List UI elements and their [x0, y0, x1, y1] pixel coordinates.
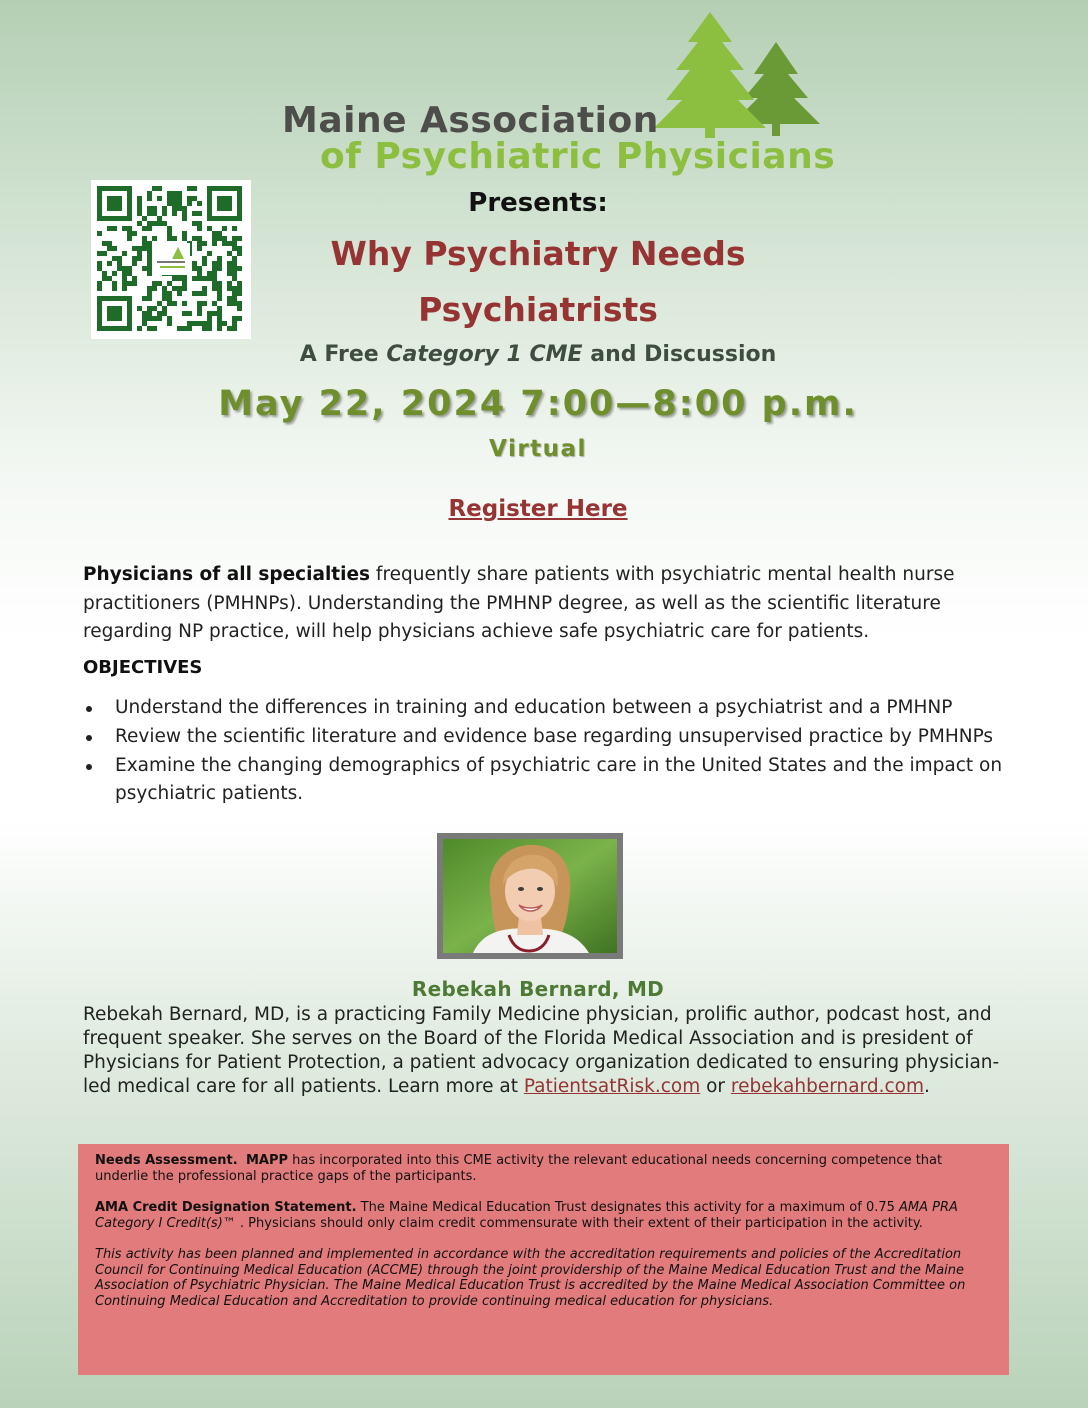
event-date: May 22, 2024 7:00—8:00 p.m. — [218, 384, 858, 424]
ama-text-1: The Maine Medical Education Trust designates this activity for a maximum of 0.75 — [356, 1200, 900, 1215]
list-item: Understand the differences in training and education between a psychiatrist and a PMHNP — [83, 694, 1023, 722]
bio-end: . — [923, 1076, 930, 1097]
ama-credit-em: AMA PRA Category I Credit(s)™ — [95, 1200, 958, 1231]
needs-mapp: MAPP — [245, 1153, 289, 1168]
objectives-heading: OBJECTIVES — [83, 657, 203, 678]
needs-text: has incorporated into this CME activity the relevant educational needs concerning competence that underlie the professional practice gaps of the participants. — [95, 1153, 943, 1184]
list-item: Review the scientific literature and evidence base regarding unsupervised practice by PMHNPs — [83, 723, 1023, 751]
presents-label: Presents: — [468, 188, 608, 218]
accreditation-box — [78, 1144, 1009, 1375]
intro-text: frequently share patients with psychiatric mental health nurse practitioners (PMHNPs). Understanding the PMHNP degree, as well as the scientific literature regarding NP practice, will help physicians achieve safe psychiatric care for patients. — [83, 564, 955, 642]
event-title-line-1: Why Psychiatry Needs — [330, 234, 746, 273]
logo-line-2: of Psychiatric Physicians — [320, 136, 836, 177]
pine-trees-icon — [648, 8, 828, 138]
list-item: Examine the changing demographics of psychiatric care in the United States and the impact on psychiatric patients. — [83, 752, 1023, 808]
rebekah-bernard-link[interactable]: rebekahbernard.com — [730, 1076, 924, 1097]
event-title-line-2: Psychiatrists — [418, 290, 658, 329]
subtitle-post: and Discussion — [582, 342, 777, 367]
accme-statement: This activity has been planned and implemented in accordance with the accreditation requirements and policies of the Accreditation Council for Continuing Medical Education (ACCME) through the joint providership of the Maine Medical Education Trust and the Maine Association of Psychiatric Physician. The Maine Medical Education Trust is accredited by the Maine Medical Association Committee on Continuing Medical Education and Accreditation to provide continuing medical education for physicians. — [95, 1247, 966, 1309]
ama-label: AMA Credit Designation Statement. — [95, 1200, 357, 1215]
ama-text-2: . Physicians should only claim credit commensurate with their extent of their participation in the activity. — [235, 1215, 923, 1231]
patients-at-risk-link[interactable]: PatientsatRisk.com — [523, 1076, 701, 1097]
register-link[interactable]: Register Here — [448, 496, 628, 522]
bio-or: or — [700, 1076, 731, 1097]
subtitle-category: Category 1 CME — [386, 342, 583, 367]
association-logo — [280, 8, 840, 183]
speaker-name: Rebekah Bernard, MD — [411, 977, 665, 1001]
subtitle-pre: A Free — [299, 342, 387, 367]
bio-text: Rebekah Bernard, MD, is a practicing Family Medicine physician, prolific author, podcast host, and frequent speaker. She serves on the Board of the Florida Medical Association and is president of Physicians for Patient Protection, a patient advocacy organization dedicated to ensuring physician-led medical care for all patients. Learn more at — [83, 1004, 1000, 1097]
speaker-bio — [83, 1003, 1013, 1099]
needs-label: Needs Assessment. — [95, 1153, 238, 1168]
intro-bold: Physicians of all specialties — [83, 564, 371, 585]
event-subtitle — [0, 342, 1082, 367]
needs-assessment — [95, 1153, 993, 1184]
intro-paragraph — [83, 561, 1013, 647]
objectives-list — [83, 694, 1023, 809]
ama-credit-statement — [95, 1200, 993, 1231]
logo-line-1: Maine Association — [282, 100, 659, 141]
speaker-portrait — [437, 833, 623, 959]
event-format: Virtual — [489, 436, 587, 462]
